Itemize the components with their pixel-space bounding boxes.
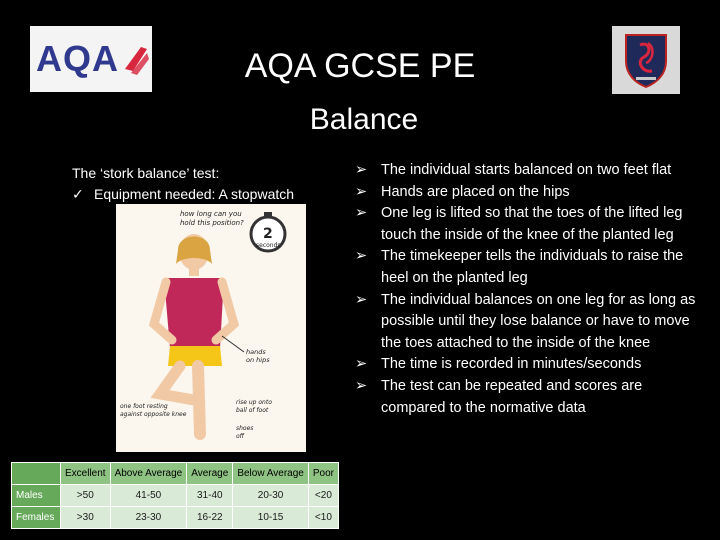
stork-balance-figure [116, 204, 306, 452]
stork-balance-illustration [116, 204, 306, 452]
equipment-text: Equipment needed: A stopwatch [94, 186, 295, 202]
table-cell: <20 [308, 485, 338, 507]
table-cell: >30 [61, 507, 111, 529]
svg-text:hands: hands [246, 348, 266, 356]
table-cell: 10-15 [233, 507, 309, 529]
timer-unit: seconds [256, 242, 281, 249]
list-item: ➢ The timekeeper tells the individuals to raise the heel on the planted leg [355, 248, 684, 286]
table-header-cell: Below Average [233, 463, 309, 485]
arrow-bullet-icon: ➢ [355, 205, 368, 222]
table-header-cell: Poor [308, 463, 338, 485]
arrow-bullet-icon: ➢ [355, 356, 368, 373]
arrow-bullet-icon: ➢ [355, 377, 368, 394]
svg-text:hold this position?: hold this position? [180, 219, 244, 227]
test-steps-list [355, 160, 700, 419]
page-title: AQA GCSE PE [244, 47, 476, 85]
list-item: ➢ The test can be repeated and scores are compared to the normative data [355, 377, 643, 416]
table-row-label: Females [12, 507, 61, 529]
test-intro [72, 163, 294, 205]
list-item: ➢ The individual starts balanced on two feet flat [355, 160, 700, 182]
svg-text:ball of foot: ball of foot [236, 407, 269, 414]
svg-text:off: off [236, 433, 245, 440]
table-cell: <10 [308, 507, 338, 529]
table-row [12, 485, 339, 507]
page-subtitle: Balance [309, 103, 419, 136]
svg-text:one foot resting: one foot resting [120, 403, 168, 410]
equipment-line [72, 184, 294, 205]
svg-text:on hips: on hips [246, 356, 270, 364]
table-header-row [12, 463, 339, 485]
table-cell: 31-40 [187, 485, 233, 507]
arrow-bullet-icon: ➢ [355, 183, 368, 200]
svg-text:against opposite knee: against opposite knee [120, 411, 187, 418]
svg-text:how long can you: how long can you [180, 210, 242, 218]
list-item: ➢ Hands are placed on the hips [355, 182, 700, 204]
svg-text:shoes: shoes [236, 425, 254, 432]
table-corner-cell [12, 463, 61, 485]
arrow-bullet-icon: ➢ [355, 248, 368, 265]
arrow-bullet-icon: ➢ [355, 162, 368, 178]
table-header-cell: Above Average [110, 463, 187, 485]
list-item: ➢ One leg is lifted so that the toes of the lifted leg touch the inside of the knee of the planted leg [355, 205, 683, 243]
aqa-logo-text: AQA [36, 38, 119, 79]
table-row-label: Males [12, 485, 61, 507]
timer-number: 2 [263, 226, 273, 242]
normative-data-table [11, 462, 339, 529]
table-header-cell: Excellent [61, 463, 111, 485]
table-cell: 41-50 [110, 485, 187, 507]
table-cell: 20-30 [233, 485, 309, 507]
test-name-line: The ‘stork balance’ test: [72, 165, 220, 181]
list-item: ➢ The individual balances on one leg for as long as possible until they lose balance or have to move the toes attached to the inside of the knee [355, 291, 696, 351]
table-header-cell: Average [187, 463, 233, 485]
check-icon: ✓ [72, 186, 84, 202]
table-cell: >50 [61, 485, 111, 507]
table-row [12, 507, 339, 529]
arrow-bullet-icon: ➢ [355, 291, 368, 308]
table-cell: 16-22 [187, 507, 233, 529]
svg-text:rise up onto: rise up onto [236, 399, 272, 406]
list-item: ➢ The time is recorded in minutes/seconds [355, 354, 700, 376]
table-cell: 23-30 [110, 507, 187, 529]
